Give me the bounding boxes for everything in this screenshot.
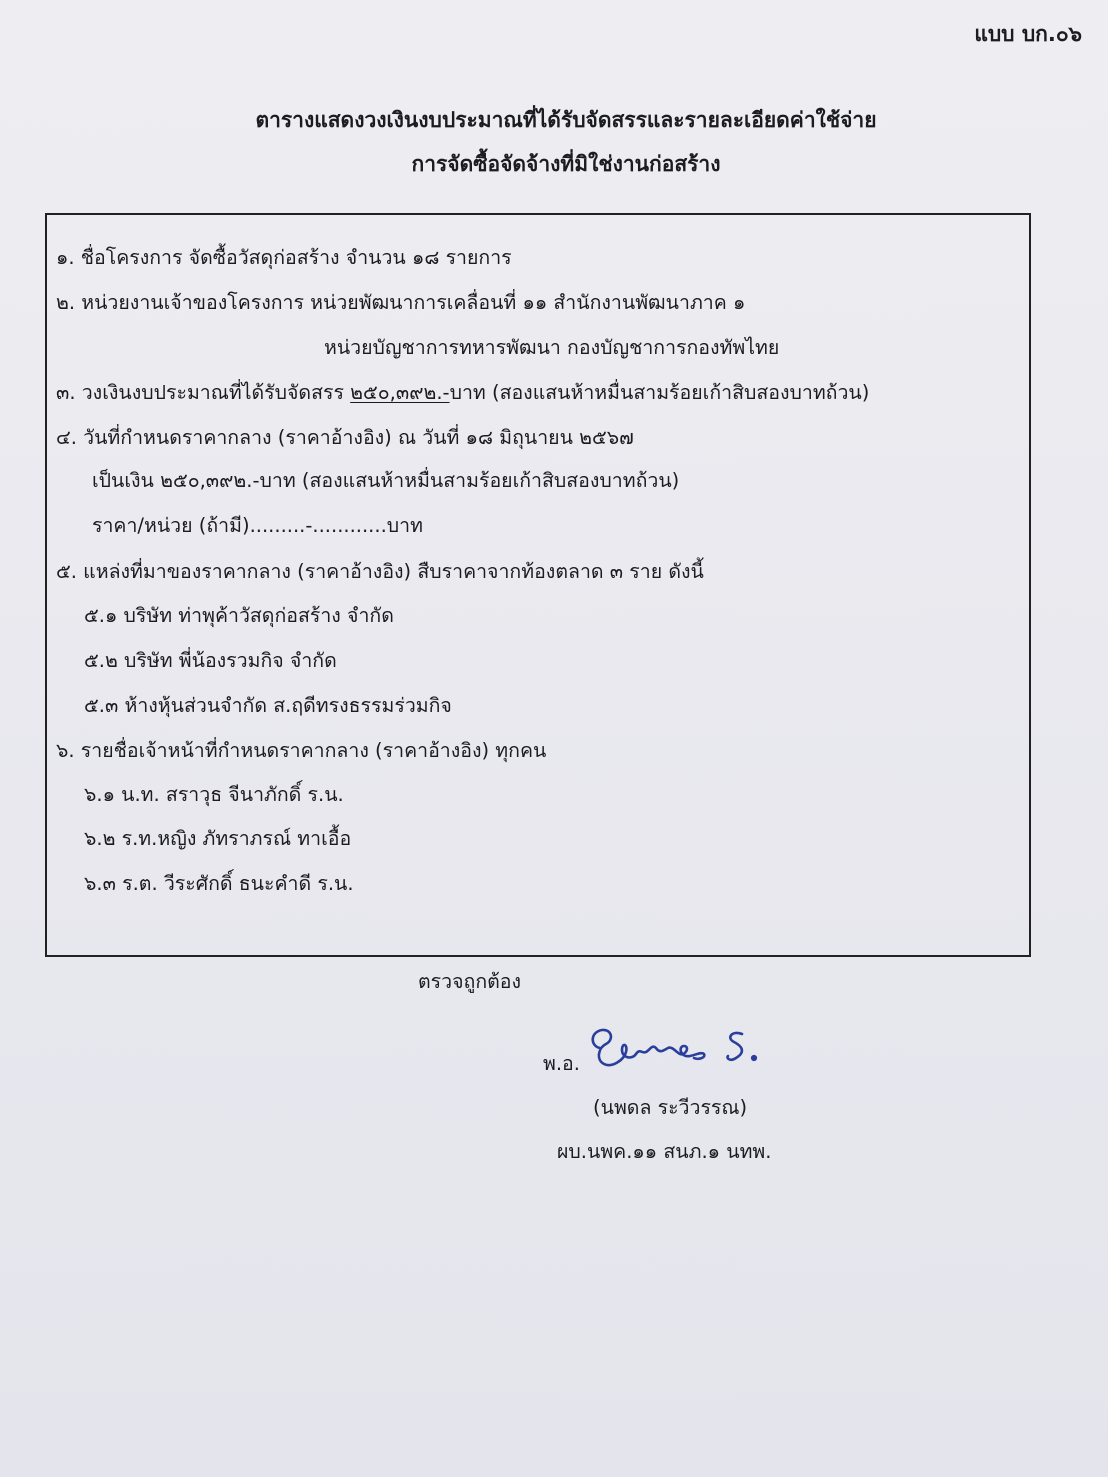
item-4-reference-date: ๔. วันที่กำหนดราคากลาง (ราคาอ้างอิง) ณ วันที่ ๑๘ มิถุนายน ๒๕๖๗: [56, 426, 634, 449]
signer-rank: พ.อ.: [543, 1052, 580, 1075]
item-3-amount-text: บาท (สองแสนห้าหมื่นสามร้อยเก้าสิบสองบาทถ้วน): [449, 381, 870, 404]
signer-name: (นพดล ระวีวรรณ): [593, 1096, 748, 1119]
item-3-label: ๓. วงเงินงบประมาณที่ได้รับจัดสรร: [56, 381, 351, 404]
item-5-1-vendor: ๕.๑ บริษัท ท่าพุค้าวัสดุก่อสร้าง จำกัด: [84, 604, 394, 627]
handwritten-signature: [586, 1024, 766, 1084]
item-6-2-officer: ๖.๒ ร.ท.หญิง ภัทราภรณ์ ทาเอื้อ: [84, 827, 352, 850]
item-6-3-officer: ๖.๓ ร.ต. วีระศักดิ์ ธนะคำดี ร.น.: [84, 872, 354, 895]
item-3-amount: ๒๕๐,๓๙๒.-: [350, 381, 450, 404]
signer-position: ผบ.นพค.๑๑ สนภ.๑ นทพ.: [557, 1140, 772, 1163]
item-1-project-name: ๑. ชื่อโครงการ จัดซื้อวัสดุก่อสร้าง จำนวน ๑๘ รายการ: [56, 246, 512, 269]
verified-label: ตรวจถูกต้อง: [418, 970, 522, 993]
item-6-officers: ๖. รายชื่อเจ้าหน้าที่กำหนดราคากลาง (ราคาอ้างอิง) ทุกคน: [56, 739, 547, 762]
item-5-3-vendor: ๕.๓ ห้างหุ้นส่วนจำกัด ส.ฤดีทรงธรรมร่วมกิจ: [84, 694, 452, 717]
item-5-2-vendor: ๕.๒ บริษัท พี่น้องรวมกิจ จำกัด: [84, 649, 337, 672]
document-title-line2: การจัดซื้อจัดจ้างที่มิใช่งานก่อสร้าง: [411, 152, 721, 176]
document-title-line1: ตารางแสดงวงเงินงบประมาณที่ได้รับจัดสรรและรายละเอียดค่าใช้จ่าย: [255, 108, 877, 132]
item-4-amount: เป็นเงิน ๒๕๐,๓๙๒.-บาท (สองแสนห้าหมื่นสามร้อยเก้าสิบสองบาทถ้วน): [92, 469, 680, 492]
form-code: แบบ บก.๐๖: [974, 22, 1082, 46]
item-4-unit-price: ราคา/หน่วย (ถ้ามี).........-............บาท: [92, 514, 423, 537]
item-3-budget: [56, 377, 869, 408]
item-2-project-owner: ๒. หน่วยงานเจ้าของโครงการ หน่วยพัฒนาการเคลื่อนที่ ๑๑ สำนักงานพัฒนาภาค ๑: [56, 291, 746, 314]
item-2-project-owner-cont: หน่วยบัญชาการทหารพัฒนา กองบัญชาการกองทัพไทย: [324, 336, 780, 359]
item-5-price-source: ๕. แหล่งที่มาของราคากลาง (ราคาอ้างอิง) สืบราคาจากท้องตลาด ๓ ราย ดังนี้: [56, 560, 704, 583]
item-6-1-officer: ๖.๑ น.ท. สราวุธ จีนาภักดิ์ ร.น.: [84, 783, 344, 806]
